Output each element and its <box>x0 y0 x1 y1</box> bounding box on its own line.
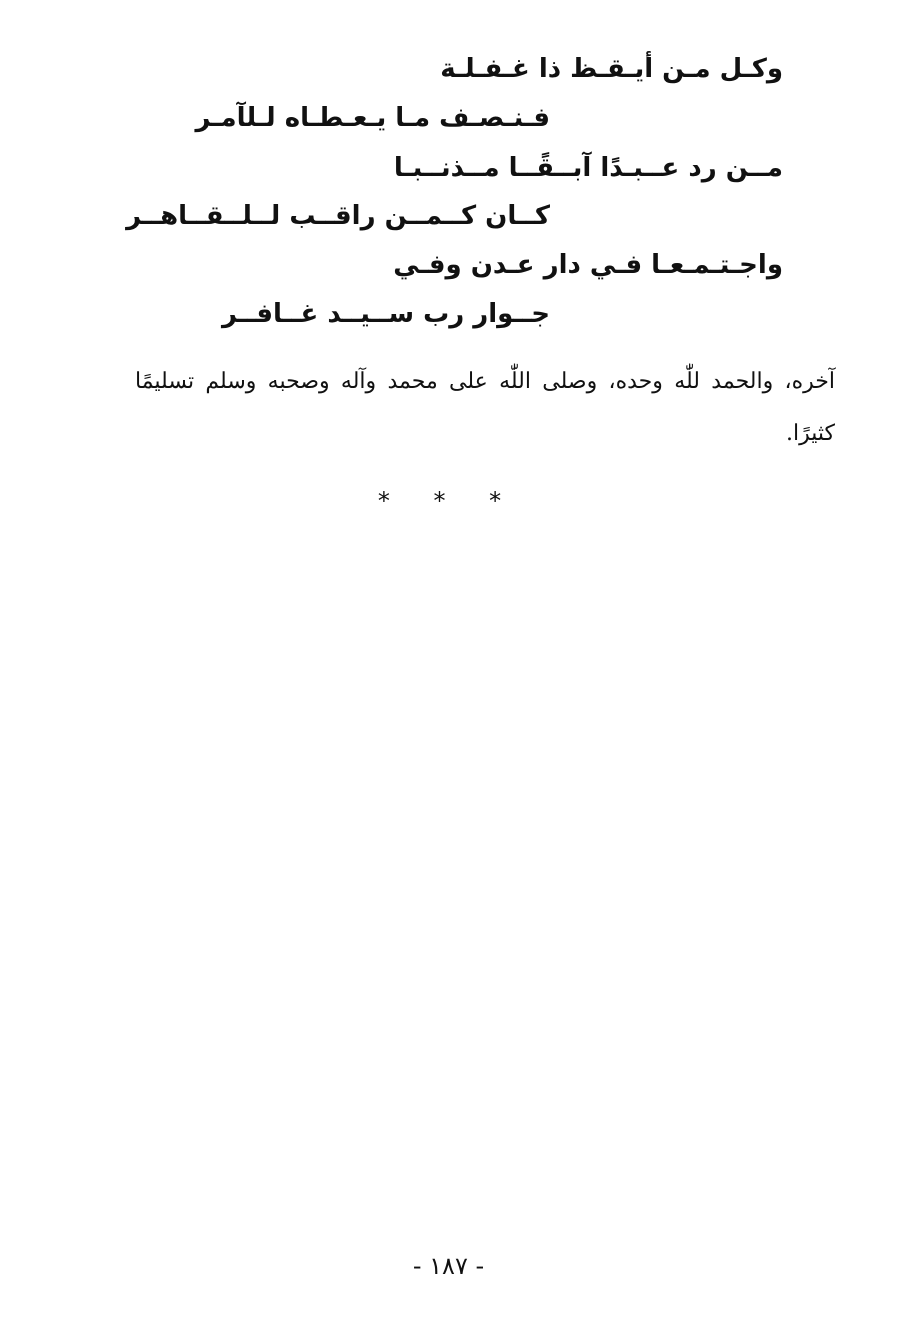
page-number: - ١٨٧ - <box>412 1252 485 1280</box>
poem-line-6: جــوار رب ســيــد غــافــر <box>222 299 550 329</box>
closing-paragraph: آخره، والحمد للّٰه وحده، وصلى اللّٰه على محمد وآله وصحبه وسلم تسليمًا كثيرًا. <box>135 369 835 446</box>
section-separator: * * * <box>377 487 520 515</box>
poem-line-1: وكـل مـن أيـقـظ ذا غـفـلـة <box>440 54 783 84</box>
poem-line-3: مــن رد عــبـدًا آبــقًــا مــذنــبـا <box>393 153 783 183</box>
poem-line-5: واجـتـمـعـا فـي دار عـدن وفـي <box>393 250 783 280</box>
poem-line-2: فـنـصـف مـا يـعـطـاه لـلآمـر <box>195 103 550 133</box>
poem-line-4: كــان كــمــن راقــب لــلــقــاهــر <box>126 201 550 231</box>
